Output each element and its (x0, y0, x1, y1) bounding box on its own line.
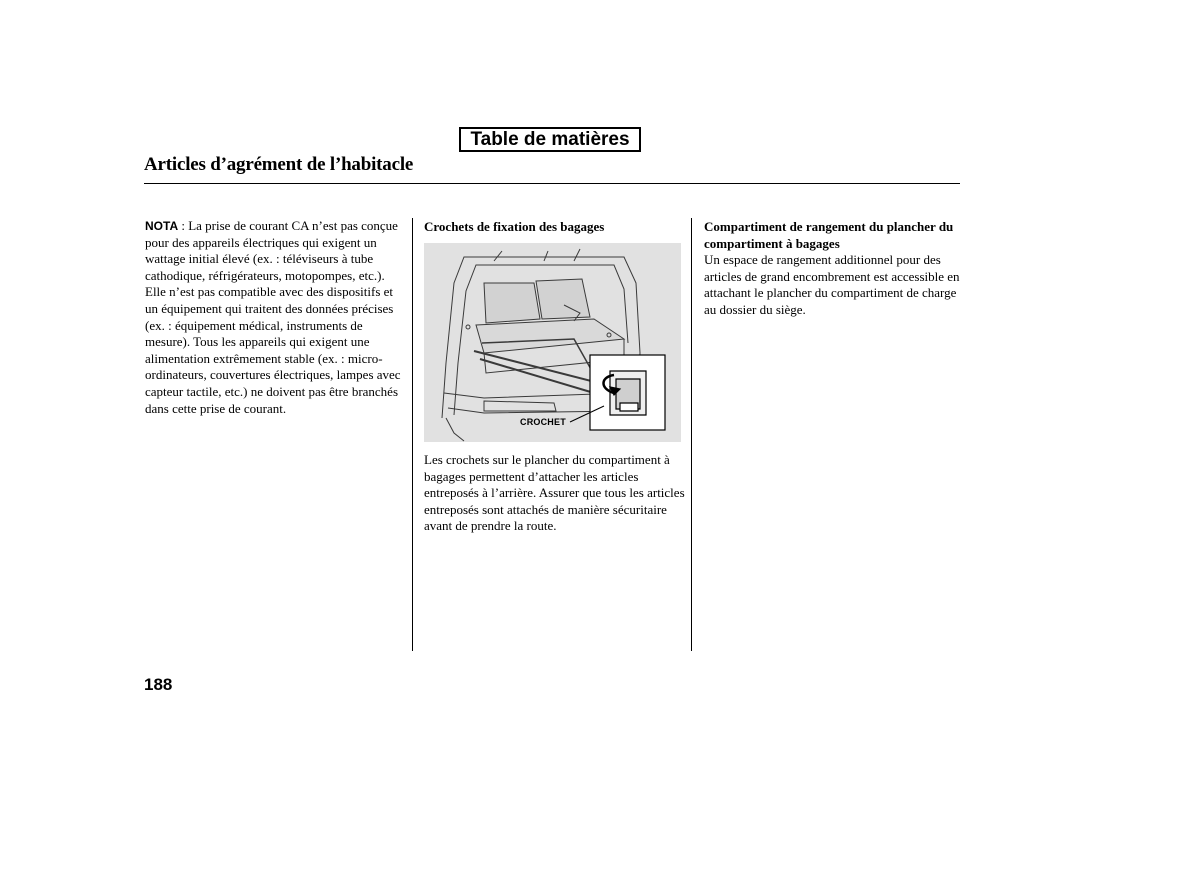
note-text: : La prise de courant CA n’est pas conçue pour des appareils électriques qui exigent un wattage initial élevé (ex. : téléviseurs à tube cathodique, réfrigérateurs, motopompes, etc.). Elle n’est pas compatible avec des dispositifs et un équipement qui traitent des données précises (ex. : équipement médical, instruments de mesure). Tous les appareils qui exigent une alimentation extrêmement stable (ex. : micro-ordinateurs, couvertures électriques, lampes avec capteur tactile, etc.) ne doivent pas être branchés dans cette prise de courant. (145, 218, 401, 416)
section-heading-floor-storage: Compartiment de rangement du plancher du compartiment à bagages (704, 219, 954, 251)
table-of-contents-button[interactable]: Table de matières (459, 127, 641, 152)
cargo-area-drawing (424, 243, 681, 442)
hook-callout-label: CROCHET (520, 417, 566, 427)
title-divider (144, 183, 960, 184)
right-column (704, 218, 962, 318)
note-paragraph (145, 218, 407, 417)
section-heading-luggage-hooks: Crochets de fixation des bagages (424, 219, 605, 234)
luggage-hooks-text: Les crochets sur le plancher du compartiment à bagages permettent d’attacher les articles entreposés à l’arrière. Assurer que tous les articles entreposés sont attachés de manière sécuritaire avant de prendre la route. (424, 452, 685, 534)
note-label: NOTA (145, 219, 179, 233)
left-column (145, 218, 407, 417)
column-divider-1 (412, 218, 413, 651)
column-divider-2 (691, 218, 692, 651)
page-title: Articles d’agrément de l’habitacle (144, 154, 414, 175)
middle-column-body (424, 452, 686, 535)
middle-column (424, 218, 684, 235)
page-number: 188 (144, 675, 173, 694)
floor-storage-text: Un espace de rangement additionnel pour des articles de grand encombrement est accessible en attachant le plancher du compartiment de charge au dossier du siège. (704, 252, 960, 317)
cargo-hook-illustration (424, 243, 681, 442)
